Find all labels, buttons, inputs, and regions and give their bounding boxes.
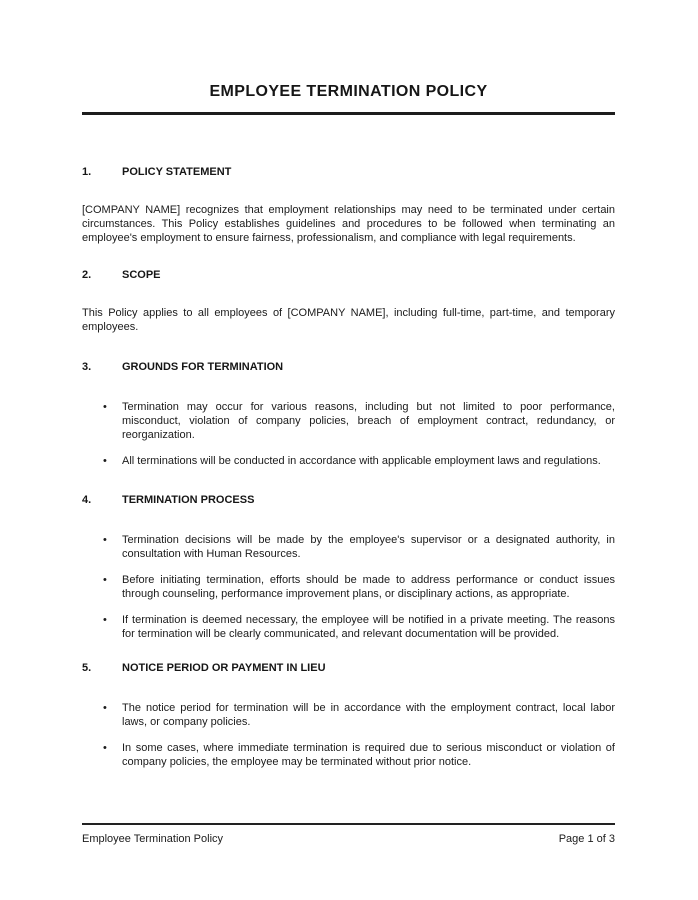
bullet-list: [82, 533, 615, 641]
list-item: [82, 573, 615, 601]
bullet-icon: •: [103, 455, 107, 467]
bullet-text: Termination may occur for various reasons, including but not limited to poor performance, misconduct, violation of company policies, breach of employment contract, redundancy, or reorganization.: [122, 401, 615, 441]
section-notice-period: [82, 661, 615, 769]
section-heading: [82, 268, 615, 282]
bullet-icon: •: [103, 702, 107, 714]
section-scope: [82, 268, 615, 334]
list-item: [82, 533, 615, 561]
footer-page-number: Page 1 of 3: [558, 833, 615, 845]
section-heading: [82, 165, 615, 179]
bullet-text: The notice period for termination will be in accordance with the employment contract, local labor laws, or company policies.: [122, 702, 615, 728]
list-item: [82, 454, 615, 468]
document-title: EMPLOYEE TERMINATION POLICY: [209, 83, 488, 100]
bullet-icon: •: [103, 742, 107, 754]
bullet-text: All terminations will be conducted in accordance with applicable employment laws and regulations.: [122, 455, 601, 467]
list-item: [82, 400, 615, 442]
section-policy-statement: [82, 165, 615, 245]
section-heading: [82, 493, 615, 507]
page-footer: [82, 823, 615, 846]
bullet-text: In some cases, where immediate termination is required due to serious misconduct or violation of company policies, the employee may be terminated without prior notice.: [122, 742, 615, 768]
document-content: [82, 0, 615, 769]
section-title: SCOPE: [122, 269, 161, 281]
bullet-list: [82, 400, 615, 468]
section-heading: [82, 360, 615, 374]
section-number: 1.: [82, 166, 92, 178]
section-termination-process: [82, 493, 615, 641]
list-item: [82, 613, 615, 641]
list-item: [82, 741, 615, 769]
title-rule: [82, 112, 615, 115]
bullet-list: [82, 701, 615, 769]
section-grounds-for-termination: [82, 360, 615, 468]
section-number: 5.: [82, 662, 92, 674]
bullet-text: Before initiating termination, efforts should be made to address performance or conduct issues through counseling, performance improvement plans, or disciplinary actions, as appropriate.: [122, 574, 615, 600]
bullet-icon: •: [103, 614, 107, 626]
section-title: NOTICE PERIOD OR PAYMENT IN LIEU: [122, 662, 326, 674]
paragraph: [COMPANY NAME] recognizes that employment relationships may need to be terminated under certain circumstances. This Policy establishes guidelines and procedures to be followed when terminating an employee's employment to ensure fairness, professionalism, and compliance with legal requirements.: [82, 204, 615, 244]
section-title: GROUNDS FOR TERMINATION: [122, 361, 284, 373]
section-title: POLICY STATEMENT: [122, 166, 232, 178]
bullet-text: Termination decisions will be made by the employee's supervisor or a designated authority, in consultation with Human Resources.: [122, 534, 615, 560]
bullet-text: If termination is deemed necessary, the employee will be notified in a private meeting. The reasons for termination will be clearly communicated, and relevant documentation will be provided.: [122, 614, 615, 640]
bullet-icon: •: [103, 401, 107, 413]
section-number: 4.: [82, 494, 92, 506]
list-item: [82, 701, 615, 729]
section-number: 3.: [82, 361, 92, 373]
bullet-icon: •: [103, 534, 107, 546]
section-heading: [82, 661, 615, 675]
section-title: TERMINATION PROCESS: [122, 494, 255, 506]
section-number: 2.: [82, 269, 92, 281]
footer-document-title: Employee Termination Policy: [82, 833, 224, 845]
paragraph: This Policy applies to all employees of [COMPANY NAME], including full-time, part-time, and temporary employees.: [82, 307, 615, 333]
bullet-icon: •: [103, 574, 107, 586]
